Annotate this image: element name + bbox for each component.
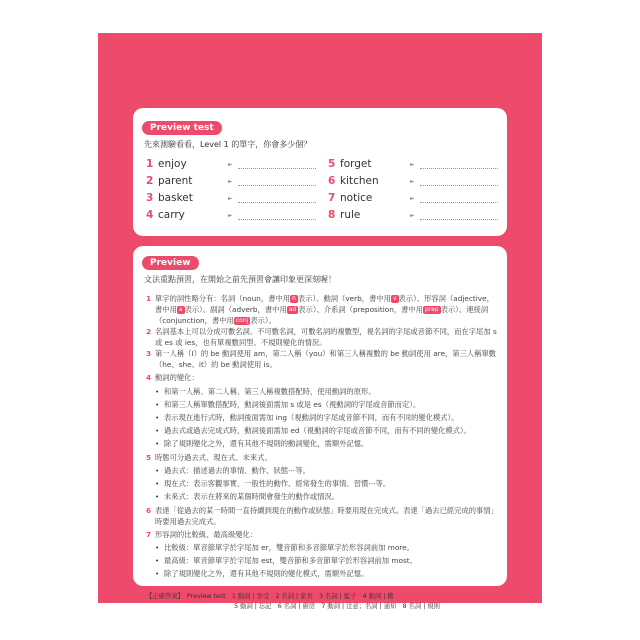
adjective-tag: a bbox=[178, 306, 183, 313]
list-item: • 表示現在進行式時，動詞後面需加 ing（視動詞的字尾或音節不同，而有不同的變化模式）。 bbox=[155, 413, 459, 422]
word-item: 3 basket ► bbox=[146, 190, 316, 206]
word-item: 8 rule ► bbox=[328, 207, 498, 223]
grammar-point-5: 5 時態可分過去式、現在式、未來式。 bbox=[146, 453, 272, 462]
answer-blank[interactable] bbox=[238, 193, 316, 203]
arrow-icon: ► bbox=[410, 194, 415, 202]
grammar-point-7: 7 形容詞的比較級、最高級變化： bbox=[146, 530, 258, 539]
word-item: 5 forget ► bbox=[328, 156, 498, 172]
conjunction-tag: conj bbox=[235, 317, 249, 324]
grammar-point-1: 1 單字的詞性略分有：名詞（noun，書中用 n 表示）、動詞（verb，書中用 v 表示）、形容詞（adjective，書中用 a 表示）、副詞（adverb，書中用 ad 表示）、介系詞（preposition，書中用 prep 表示）、連接詞（conjunction，書中用 conj 表示）。 bbox=[146, 294, 494, 325]
noun-tag: n bbox=[292, 295, 296, 302]
word-item: 2 parent ► bbox=[146, 173, 316, 189]
answer-blank[interactable] bbox=[420, 159, 498, 169]
grammar-point-6: 6 表達「從過去的某一時間一直持續到現在的動作或狀態」時要用現在完成式。表達「過去已經完成的事情」時要用過去完成式。 bbox=[146, 506, 498, 526]
arrow-icon: ► bbox=[410, 160, 415, 168]
list-item: • 現在式：表示客觀事實、一般性的動作、經常發生的事情、習慣⋯等。 bbox=[155, 479, 391, 488]
grammar-point-3: 3 第一人稱（I）的 be 動詞使用 am，第二人稱（you）和第三人稱複數的 be 動詞使用 are，第三人稱單數（he、she、it）的 be 動詞使用 is。 bbox=[146, 349, 497, 369]
preposition-tag: prep bbox=[425, 306, 439, 313]
list-item: • 過去式或過去完成式時，動詞後面需加 ed（視動詞的字尾或音節不同，而有不同的變化模式）。 bbox=[155, 426, 471, 435]
answer-blank[interactable] bbox=[238, 176, 316, 186]
arrow-icon: ► bbox=[228, 177, 233, 185]
list-item: • 最高級：單音節單字於字尾加 est，雙音節和多音節單字於形容詞前加 most。 bbox=[155, 556, 417, 565]
verb-tag: v bbox=[392, 295, 397, 302]
word-item: 1 enjoy ► bbox=[146, 156, 316, 172]
word-item: 4 carry ► bbox=[146, 207, 316, 223]
adverb-tag: ad bbox=[288, 306, 297, 313]
list-item: • 和第一人稱、第二人稱、第三人稱複數搭配時，使用動詞的原形。 bbox=[155, 387, 376, 396]
arrow-icon: ► bbox=[410, 211, 415, 219]
answer-key: 【正確答案】 Preview test 1 動詞 | 享受 2 名詞 | 家長 3 名詞 | 籃子 4 動詞 | 搬 5 動詞 | 忘記 6 名詞 | 廚房 7 動詞 | 注意；名詞 | 通知 8 名詞 | 規則 bbox=[146, 593, 440, 610]
list-item: • 和第三人稱單數搭配時，動詞後面需加 s 或是 es（視動詞的字尾或音節而定）。 bbox=[155, 400, 421, 409]
grammar-point-4: 4 動詞的變化： bbox=[146, 373, 199, 382]
answer-blank[interactable] bbox=[420, 210, 498, 220]
list-item: • 未來式：表示在將來的某個時間會發生的動作或情況。 bbox=[155, 492, 340, 501]
arrow-icon: ► bbox=[228, 160, 233, 168]
list-item: • 比較級：單音節單字於字尾加 er，雙音節和多音節單字於形容詞前加 more。 bbox=[155, 543, 414, 552]
arrow-icon: ► bbox=[228, 194, 233, 202]
arrow-icon: ► bbox=[410, 177, 415, 185]
answer-blank[interactable] bbox=[238, 210, 316, 220]
word-item: 7 notice ► bbox=[328, 190, 498, 206]
arrow-icon: ► bbox=[228, 211, 233, 219]
preview-test-badge: Preview test bbox=[142, 121, 222, 135]
preview-test-prompt: 先來測驗看看，Level 1 的單字，你會多少個？ bbox=[144, 140, 312, 149]
answer-blank[interactable] bbox=[420, 176, 498, 186]
preview-badge: Preview bbox=[142, 256, 199, 270]
list-item: • 過去式：描述過去的事情、動作、狀態⋯等。 bbox=[155, 466, 310, 475]
grammar-point-2: 2 名詞基本上可以分成可數名詞、不可數名詞，可數名詞的複數型，視名詞的字尾或音節不同，而在字尾加 s 或 es 或 ies，也有單複數同型、不規則變化的情況。 bbox=[146, 327, 497, 347]
preview-prompt: 文法重點預習，在開始之前先預習會讓印象更深刻喔！ bbox=[144, 275, 336, 284]
answer-blank[interactable] bbox=[420, 193, 498, 203]
list-item: • 除了規則變化之外，還有其他不規則的變化模式，需額外記憶。 bbox=[155, 569, 369, 578]
word-item: 6 kitchen ► bbox=[328, 173, 498, 189]
list-item: • 除了規則變化之外，還有其他不規則的動詞變化，需額外記憶。 bbox=[155, 439, 369, 448]
answer-blank[interactable] bbox=[238, 159, 316, 169]
